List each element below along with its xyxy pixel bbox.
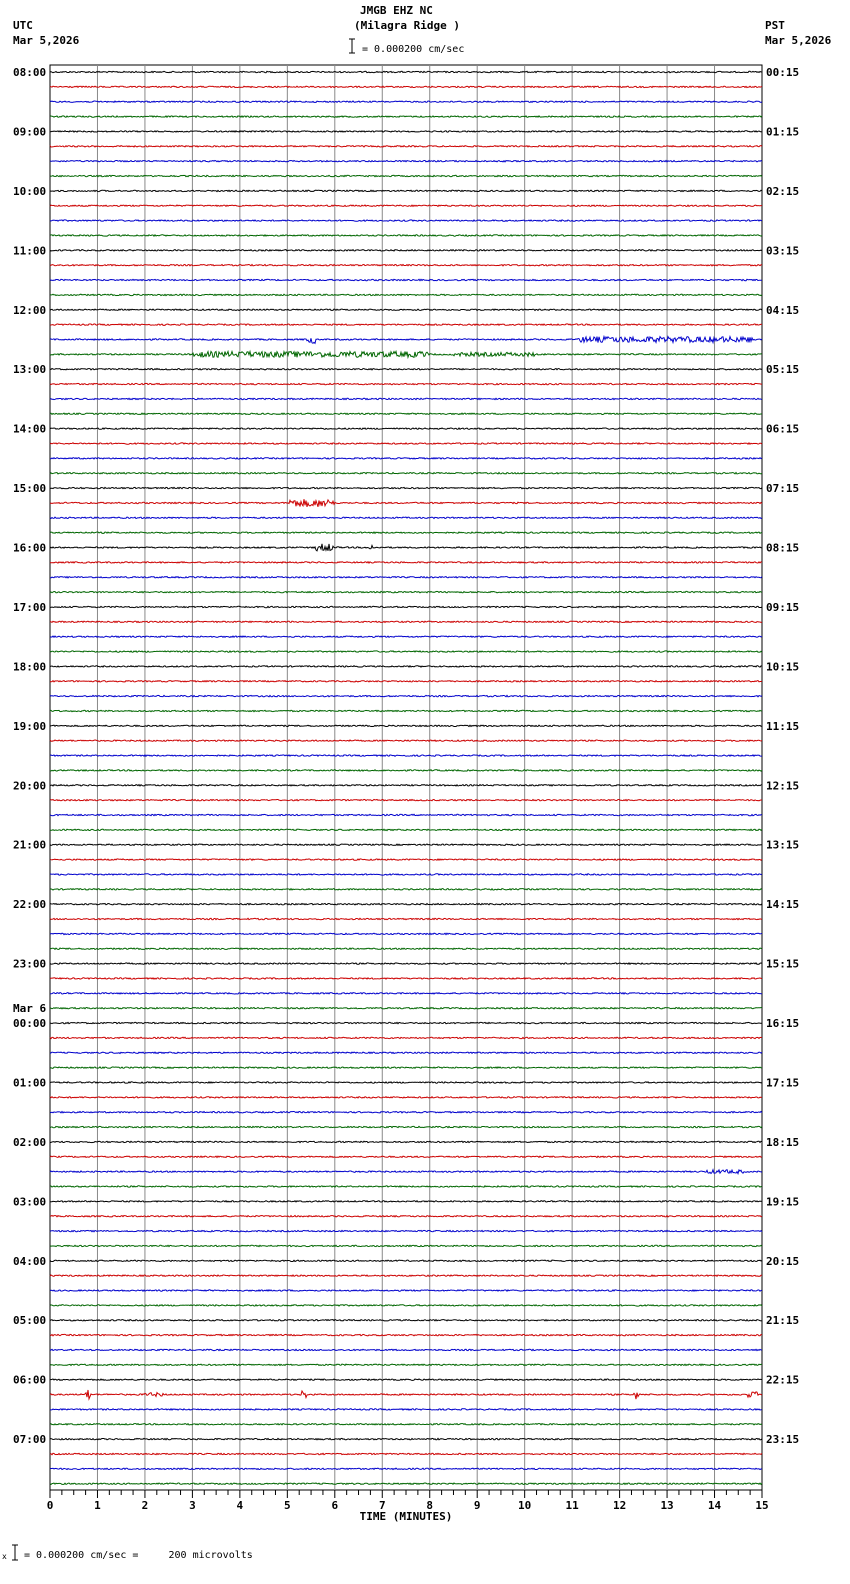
seismic-trace bbox=[50, 383, 762, 384]
utc-hour-label: 03:00 bbox=[13, 1195, 47, 1209]
x-tick-label: 2 bbox=[141, 1499, 149, 1512]
seismic-trace bbox=[50, 1112, 762, 1113]
seismic-trace bbox=[50, 1008, 762, 1009]
seismic-trace bbox=[50, 1453, 762, 1454]
seismic-trace bbox=[50, 1141, 762, 1142]
utc-hour-label: 13:00 bbox=[13, 363, 47, 377]
pst-hour-label: 22:15 bbox=[766, 1373, 800, 1387]
seismic-trace bbox=[50, 532, 762, 533]
scale-label: = 0.000200 cm/sec bbox=[362, 44, 465, 55]
left-date: Mar 5,2026 bbox=[13, 34, 80, 47]
x-tick-label: 6 bbox=[331, 1499, 339, 1512]
seismic-trace bbox=[50, 562, 762, 563]
seismic-trace bbox=[50, 428, 762, 429]
utc-hour-label: 00:00 bbox=[13, 1017, 47, 1031]
seismic-trace bbox=[50, 175, 762, 176]
seismic-trace bbox=[50, 487, 762, 488]
seismic-trace bbox=[50, 1067, 762, 1068]
seismic-trace bbox=[50, 294, 762, 295]
seismic-trace bbox=[50, 1320, 762, 1321]
seismic-trace bbox=[50, 1379, 762, 1380]
seismic-trace bbox=[50, 1022, 762, 1023]
utc-hour-label: 21:00 bbox=[13, 838, 47, 852]
seismic-trace bbox=[50, 161, 762, 162]
right-timezone: PST bbox=[765, 19, 785, 32]
seismic-trace bbox=[50, 770, 762, 771]
utc-hour-label: 19:00 bbox=[13, 719, 47, 733]
date-change-label: Mar 6 bbox=[13, 1002, 47, 1016]
utc-hour-label: 09:00 bbox=[13, 125, 47, 139]
pst-hour-label: 14:15 bbox=[766, 898, 800, 912]
utc-hour-label: 01:00 bbox=[13, 1076, 47, 1090]
pst-hour-label: 09:15 bbox=[766, 600, 800, 614]
seismic-trace bbox=[50, 725, 762, 726]
seismic-trace bbox=[50, 710, 762, 711]
seismic-trace bbox=[50, 190, 762, 191]
utc-hour-label: 17:00 bbox=[13, 600, 47, 614]
seismic-trace bbox=[50, 1468, 762, 1469]
seismic-trace bbox=[50, 1364, 762, 1365]
pst-hour-label: 20:15 bbox=[766, 1254, 800, 1268]
seismic-trace bbox=[50, 1097, 762, 1098]
pst-hour-label: 06:15 bbox=[766, 422, 800, 436]
seismic-trace bbox=[50, 1290, 762, 1291]
right-date: Mar 5,2026 bbox=[765, 34, 832, 47]
seismic-trace bbox=[50, 889, 762, 890]
pst-hour-label: 12:15 bbox=[766, 779, 800, 793]
seismic-trace bbox=[50, 859, 762, 860]
seismic-trace bbox=[50, 1275, 762, 1276]
seismic-trace bbox=[50, 948, 762, 949]
utc-hour-label: 04:00 bbox=[13, 1254, 47, 1268]
utc-hour-label: 02:00 bbox=[13, 1135, 47, 1149]
utc-hour-label: 16:00 bbox=[13, 541, 47, 555]
x-tick-label: 15 bbox=[755, 1499, 769, 1512]
x-tick-label: 7 bbox=[378, 1499, 386, 1512]
seismic-trace bbox=[50, 695, 762, 696]
utc-hour-label: 11:00 bbox=[13, 244, 47, 258]
seismic-trace bbox=[50, 621, 762, 622]
x-axis-label: TIME (MINUTES) bbox=[359, 1510, 453, 1523]
seismic-trace bbox=[50, 1438, 762, 1439]
pst-hour-label: 02:15 bbox=[766, 184, 800, 198]
footer-scale-bar-icon bbox=[11, 1544, 19, 1562]
seismic-trace bbox=[50, 651, 762, 652]
utc-hour-label: 22:00 bbox=[13, 898, 47, 912]
pst-hour-label: 01:15 bbox=[766, 125, 800, 139]
seismic-trace bbox=[50, 351, 762, 357]
seismic-trace bbox=[50, 1390, 762, 1399]
seismic-trace bbox=[50, 1170, 762, 1174]
station-title: JMGB EHZ NC bbox=[360, 4, 433, 17]
seismic-trace bbox=[50, 933, 762, 934]
x-tick-label: 5 bbox=[284, 1499, 291, 1512]
x-tick-label: 3 bbox=[189, 1499, 196, 1512]
seismic-trace bbox=[50, 829, 762, 830]
seismic-trace bbox=[50, 963, 762, 964]
utc-hour-label: 12:00 bbox=[13, 303, 47, 317]
seismic-trace bbox=[50, 1037, 762, 1038]
seismic-trace bbox=[50, 337, 762, 344]
seismic-trace bbox=[50, 1156, 762, 1157]
pst-hour-label: 07:15 bbox=[766, 482, 800, 496]
x-tick-label: 11 bbox=[565, 1499, 579, 1512]
pst-hour-label: 08:15 bbox=[766, 541, 800, 555]
x-tick-label: 0 bbox=[46, 1499, 54, 1512]
left-timezone: UTC bbox=[13, 19, 33, 32]
utc-hour-label: 20:00 bbox=[13, 779, 47, 793]
seismic-trace bbox=[50, 1260, 762, 1261]
x-tick-label: 12 bbox=[612, 1499, 627, 1512]
x-tick-label: 8 bbox=[426, 1499, 434, 1512]
pst-hour-label: 10:15 bbox=[766, 660, 800, 674]
footer-corner-mark: x bbox=[2, 1552, 7, 1561]
utc-hour-label: 23:00 bbox=[13, 957, 47, 971]
seismic-trace bbox=[50, 413, 762, 414]
seismic-trace bbox=[50, 1052, 762, 1053]
x-tick-label: 9 bbox=[473, 1499, 481, 1512]
pst-hour-label: 05:15 bbox=[766, 363, 800, 377]
seismic-trace bbox=[50, 1216, 762, 1217]
seismic-trace bbox=[50, 1082, 762, 1083]
seismic-trace bbox=[50, 591, 762, 592]
seismic-trace bbox=[50, 1409, 762, 1410]
seismic-trace bbox=[50, 1349, 762, 1350]
seismic-trace bbox=[50, 279, 762, 280]
seismic-trace bbox=[50, 544, 762, 551]
seismic-trace bbox=[50, 220, 762, 221]
seismic-trace bbox=[50, 369, 762, 370]
seismic-trace bbox=[50, 473, 762, 474]
seismic-trace bbox=[50, 1305, 762, 1306]
seismic-trace bbox=[50, 636, 762, 637]
pst-hour-label: 00:15 bbox=[766, 66, 800, 79]
pst-hour-label: 21:15 bbox=[766, 1314, 800, 1328]
pst-hour-label: 18:15 bbox=[766, 1135, 800, 1149]
seismic-trace bbox=[50, 265, 762, 266]
seismic-trace bbox=[50, 86, 762, 87]
utc-hour-label: 18:00 bbox=[13, 660, 47, 674]
footer-scale-note: = 0.000200 cm/sec = 200 microvolts bbox=[24, 1550, 253, 1561]
seismic-trace bbox=[50, 131, 762, 132]
seismic-trace bbox=[50, 309, 762, 310]
seismic-trace bbox=[50, 235, 762, 236]
seismic-trace bbox=[50, 324, 762, 325]
utc-hour-label: 06:00 bbox=[13, 1373, 47, 1387]
seismic-trace bbox=[50, 1334, 762, 1335]
seismic-trace bbox=[50, 1230, 762, 1231]
seismic-trace bbox=[50, 904, 762, 905]
pst-hour-label: 16:15 bbox=[766, 1017, 800, 1031]
pst-hour-label: 04:15 bbox=[766, 303, 800, 317]
seismic-trace bbox=[50, 740, 762, 741]
seismic-trace bbox=[50, 398, 762, 399]
seismic-trace bbox=[50, 1186, 762, 1187]
utc-hour-label: 05:00 bbox=[13, 1314, 47, 1328]
seismic-trace bbox=[50, 250, 762, 251]
pst-hour-label: 11:15 bbox=[766, 719, 800, 733]
seismic-trace bbox=[50, 146, 762, 147]
seismic-trace bbox=[50, 844, 762, 845]
seismic-trace bbox=[50, 71, 762, 72]
seismic-trace bbox=[50, 1201, 762, 1202]
seismic-trace bbox=[50, 666, 762, 667]
seismic-trace bbox=[50, 205, 762, 206]
pst-hour-label: 19:15 bbox=[766, 1195, 800, 1209]
seismic-trace bbox=[50, 918, 762, 919]
pst-hour-label: 15:15 bbox=[766, 957, 800, 971]
x-tick-label: 13 bbox=[660, 1499, 674, 1512]
utc-hour-label: 14:00 bbox=[13, 422, 47, 436]
seismic-trace bbox=[50, 681, 762, 682]
utc-hour-label: 08:00 bbox=[13, 66, 47, 79]
seismic-trace bbox=[50, 755, 762, 756]
seismic-trace bbox=[50, 101, 762, 102]
seismic-trace bbox=[50, 1245, 762, 1246]
seismic-trace bbox=[50, 978, 762, 979]
seismic-trace bbox=[50, 1424, 762, 1425]
seismic-trace bbox=[50, 785, 762, 786]
pst-hour-label: 17:15 bbox=[766, 1076, 800, 1090]
seismic-trace bbox=[50, 874, 762, 875]
pst-hour-label: 13:15 bbox=[766, 838, 800, 852]
seismic-trace bbox=[50, 1126, 762, 1127]
seismic-trace bbox=[50, 458, 762, 459]
x-tick-label: 10 bbox=[518, 1499, 532, 1512]
x-tick-label: 4 bbox=[236, 1499, 244, 1512]
seismic-trace bbox=[50, 116, 762, 117]
seismic-trace bbox=[50, 517, 762, 518]
x-tick-label: 1 bbox=[94, 1499, 101, 1512]
x-tick-label: 14 bbox=[707, 1499, 722, 1512]
seismic-trace bbox=[50, 993, 762, 994]
utc-hour-label: 10:00 bbox=[13, 184, 47, 198]
seismic-trace bbox=[50, 499, 762, 507]
pst-hour-label: 23:15 bbox=[766, 1433, 800, 1447]
seismic-trace bbox=[50, 443, 762, 444]
seismic-trace bbox=[50, 1483, 762, 1484]
utc-hour-label: 15:00 bbox=[13, 482, 47, 496]
seismic-trace bbox=[50, 799, 762, 800]
station-location: (Milagra Ridge ) bbox=[354, 19, 460, 32]
pst-hour-label: 03:15 bbox=[766, 244, 800, 258]
seismic-trace bbox=[50, 814, 762, 815]
seismic-trace bbox=[50, 606, 762, 607]
seismic-trace bbox=[50, 577, 762, 578]
utc-hour-label: 07:00 bbox=[13, 1433, 47, 1447]
